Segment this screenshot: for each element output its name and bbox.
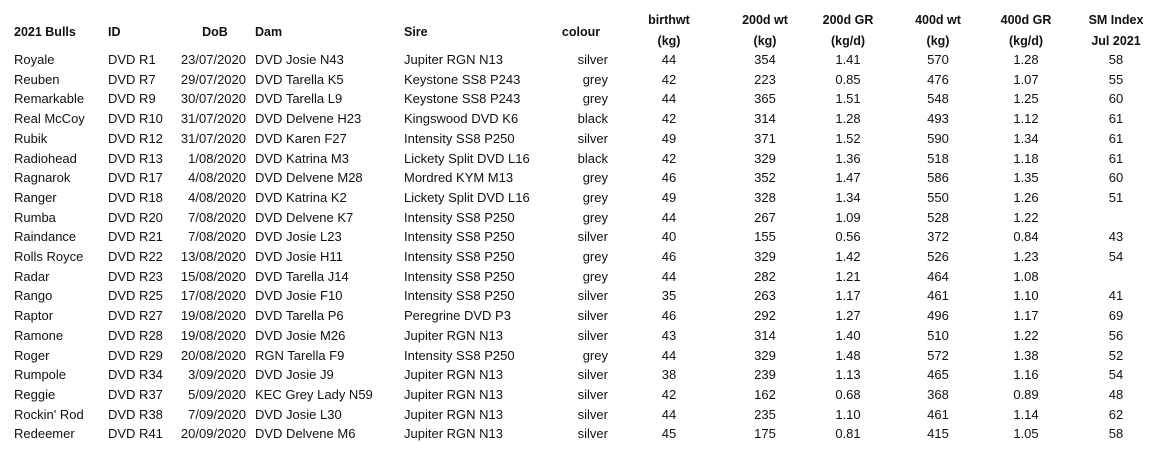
cell-dob: 15/08/2020 [180, 268, 246, 284]
table-row [0, 385, 1166, 405]
cell-gr200: 1.10 [835, 406, 861, 422]
cell-sm: 41 [1108, 288, 1124, 304]
cell-sire: Lickety Split DVD L16 [404, 189, 530, 205]
cell-sm: 60 [1108, 91, 1124, 107]
cell-dob: 31/07/2020 [180, 130, 246, 146]
cell-gr200: 1.17 [835, 288, 861, 304]
cell-name: Redeemer [14, 426, 75, 442]
cell-wt200: 371 [754, 130, 776, 146]
cell-wt200: 239 [754, 367, 776, 383]
cell-id: DVD R41 [108, 426, 163, 442]
cell-colour: grey [582, 249, 608, 264]
header-colour: colour [561, 25, 601, 39]
cell-id: DVD R28 [108, 327, 163, 343]
table-row [0, 89, 1166, 109]
cell-dam: DVD Delvene K7 [255, 209, 354, 225]
cell-wt400: 496 [927, 308, 949, 324]
cell-gr400: 1.34 [1013, 130, 1039, 146]
cell-gr200: 1.41 [835, 52, 861, 67]
cell-dam: DVD Josie L30 [255, 406, 342, 422]
cell-name: Rango [14, 288, 53, 304]
cell-wt400: 590 [927, 130, 949, 146]
cell-sire: Intensity SS8 P250 [404, 229, 515, 245]
cell-dob: 7/09/2020 [188, 406, 246, 422]
cell-wt200: 155 [754, 229, 776, 245]
cell-dam: DVD Delvene M28 [255, 170, 363, 186]
cell-wt200: 314 [754, 327, 776, 343]
cell-sire: Intensity SS8 P250 [404, 209, 515, 225]
cell-name: Rumpole [14, 367, 67, 383]
cell-dob: 19/08/2020 [180, 327, 246, 343]
cell-gr200: 1.28 [835, 111, 861, 127]
cell-birthwt: 42 [661, 71, 677, 87]
cell-wt400: 368 [927, 386, 949, 402]
cell-wt400: 465 [927, 367, 949, 383]
cell-gr200: 0.85 [835, 71, 861, 87]
cell-wt200: 175 [754, 426, 776, 442]
cell-dam: DVD Josie N43 [255, 52, 344, 67]
cell-wt200: 354 [754, 52, 776, 67]
cell-gr200: 1.27 [835, 308, 861, 324]
cell-dob: 7/08/2020 [188, 229, 246, 245]
cell-id: DVD R18 [108, 189, 163, 205]
cell-wt200: 235 [754, 406, 776, 422]
header-id: ID [108, 25, 121, 39]
cell-wt400: 493 [927, 111, 949, 127]
cell-wt400: 461 [927, 288, 949, 304]
header-sm-index: SM Index [1088, 13, 1144, 27]
cell-birthwt: 44 [661, 268, 677, 284]
header-200d-gr-unit: (kg/d) [830, 34, 866, 48]
cell-wt400: 518 [927, 150, 949, 166]
cell-gr200: 1.51 [835, 91, 861, 107]
table-row [0, 424, 1166, 444]
cell-wt400: 528 [927, 209, 949, 225]
header-dam: Dam [255, 25, 283, 39]
header-name: 2021 Bulls [14, 25, 76, 39]
cell-wt400: 461 [927, 406, 949, 422]
cell-colour: grey [582, 170, 608, 186]
cell-gr400: 1.25 [1013, 91, 1039, 107]
cell-dob: 31/07/2020 [180, 111, 246, 127]
cell-dam: DVD Tarella P6 [255, 308, 344, 324]
cell-name: Radiohead [14, 150, 77, 166]
cell-dam: KEC Grey Lady N59 [255, 386, 373, 402]
cell-dam: DVD Karen F27 [255, 130, 347, 146]
cell-wt400: 415 [927, 426, 949, 442]
cell-sire: Mordred KYM M13 [404, 170, 514, 186]
cell-gr400: 1.22 [1013, 209, 1039, 225]
cell-id: DVD R34 [108, 367, 163, 383]
cell-sire: Keystone SS8 P243 [404, 71, 521, 87]
cell-sire: Jupiter RGN N13 [404, 327, 503, 343]
cell-sire: Jupiter RGN N13 [404, 52, 503, 67]
cell-name: Rockin' Rod [14, 406, 84, 422]
cell-sire: Peregrine DVD P3 [404, 308, 511, 324]
cell-wt400: 476 [927, 71, 949, 87]
cell-colour: silver [577, 52, 608, 67]
cell-gr200: 0.56 [835, 229, 861, 245]
cell-birthwt: 44 [661, 91, 677, 107]
table-row [0, 50, 1166, 70]
cell-name: Ramone [14, 327, 64, 343]
cell-dob: 20/08/2020 [180, 347, 246, 363]
cell-id: DVD R9 [108, 91, 156, 107]
cell-wt400: 570 [927, 52, 949, 67]
cell-sire: Intensity SS8 P250 [404, 130, 515, 146]
cell-birthwt: 40 [661, 229, 677, 245]
cell-gr400: 1.22 [1013, 327, 1039, 343]
cell-colour: grey [582, 91, 608, 107]
cell-birthwt: 42 [661, 111, 677, 127]
table-row [0, 188, 1166, 208]
cell-gr400: 1.08 [1013, 268, 1039, 284]
cell-gr200: 1.52 [835, 130, 861, 146]
table-row [0, 267, 1166, 287]
cell-sm: 58 [1108, 52, 1124, 67]
header-200d-wt: 200d wt [742, 13, 788, 27]
header-400d-wt: 400d wt [915, 13, 961, 27]
header-birthwt: birthwt [648, 13, 690, 27]
cell-gr200: 1.42 [835, 249, 861, 264]
cell-colour: black [577, 150, 608, 166]
header-200d-gr: 200d GR [822, 13, 874, 27]
cell-gr400: 1.35 [1013, 170, 1039, 186]
cell-wt200: 329 [754, 347, 776, 363]
cell-wt200: 365 [754, 91, 776, 107]
cell-name: Rolls Royce [14, 249, 84, 264]
cell-birthwt: 44 [661, 347, 677, 363]
cell-dob: 23/07/2020 [180, 52, 246, 67]
cell-gr400: 1.16 [1013, 367, 1039, 383]
cell-gr400: 1.05 [1013, 426, 1039, 442]
cell-dam: DVD Tarella J14 [255, 268, 349, 284]
cell-dob: 30/07/2020 [180, 91, 246, 107]
cell-sm: 55 [1108, 71, 1124, 87]
cell-dob: 3/09/2020 [188, 367, 246, 383]
cell-wt400: 572 [927, 347, 949, 363]
cell-sm: 58 [1108, 426, 1124, 442]
cell-name: Rumba [14, 209, 56, 225]
cell-gr400: 1.12 [1013, 111, 1039, 127]
cell-sm: 54 [1108, 367, 1124, 383]
cell-sm: 51 [1108, 189, 1124, 205]
table-row [0, 346, 1166, 366]
cell-gr400: 1.14 [1013, 406, 1039, 422]
cell-colour: silver [577, 367, 608, 383]
cell-id: DVD R12 [108, 130, 163, 146]
cell-birthwt: 44 [661, 406, 677, 422]
cell-gr400: 1.38 [1013, 347, 1039, 363]
cell-gr200: 0.81 [835, 426, 861, 442]
cell-id: DVD R29 [108, 347, 163, 363]
cell-dam: DVD Josie L23 [255, 229, 342, 245]
cell-dam: DVD Josie F10 [255, 288, 343, 304]
cell-name: Reggie [14, 386, 56, 402]
cell-sire: Lickety Split DVD L16 [404, 150, 530, 166]
cell-sm: 61 [1108, 111, 1124, 127]
cell-colour: silver [577, 130, 608, 146]
cell-gr200: 1.21 [835, 268, 861, 284]
header-400d-gr-unit: (kg/d) [1008, 34, 1044, 48]
cell-dob: 20/09/2020 [180, 426, 246, 442]
cell-id: DVD R1 [108, 52, 156, 67]
cell-birthwt: 44 [661, 52, 677, 67]
cell-gr400: 1.18 [1013, 150, 1039, 166]
cell-name: Ragnarok [14, 170, 71, 186]
cell-birthwt: 46 [661, 170, 677, 186]
cell-name: Real McCoy [14, 111, 85, 127]
cell-name: Remarkable [14, 91, 85, 107]
cell-gr400: 0.89 [1013, 386, 1039, 402]
cell-birthwt: 45 [661, 426, 677, 442]
cell-colour: grey [582, 268, 608, 284]
header-400d-gr: 400d GR [1000, 13, 1052, 27]
cell-dam: DVD Josie M26 [255, 327, 346, 343]
cell-sm: 69 [1108, 308, 1124, 324]
cell-wt200: 314 [754, 111, 776, 127]
table-row [0, 70, 1166, 90]
cell-wt400: 526 [927, 249, 949, 264]
table-row [0, 306, 1166, 326]
cell-wt400: 372 [927, 229, 949, 245]
cell-name: Roger [14, 347, 50, 363]
table-row [0, 365, 1166, 385]
cell-colour: silver [577, 229, 608, 245]
cell-dam: RGN Tarella F9 [255, 347, 345, 363]
cell-id: DVD R27 [108, 308, 163, 324]
cell-wt200: 282 [754, 268, 776, 284]
cell-sm: 61 [1108, 130, 1124, 146]
cell-name: Reuben [14, 71, 60, 87]
cell-sm: 61 [1108, 150, 1124, 166]
cell-sm: 62 [1108, 406, 1124, 422]
cell-dob: 19/08/2020 [180, 308, 246, 324]
cell-id: DVD R7 [108, 71, 156, 87]
cell-sm: 52 [1108, 347, 1124, 363]
cell-gr400: 1.07 [1013, 71, 1039, 87]
cell-id: DVD R25 [108, 288, 163, 304]
table-row [0, 227, 1166, 247]
cell-dam: DVD Tarella K5 [255, 71, 344, 87]
table-row [0, 109, 1166, 129]
cell-birthwt: 46 [661, 308, 677, 324]
cell-dob: 1/08/2020 [188, 150, 246, 166]
cell-gr200: 1.34 [835, 189, 861, 205]
cell-sire: Keystone SS8 P243 [404, 91, 521, 107]
cell-colour: silver [577, 327, 608, 343]
cell-gr400: 0.84 [1013, 229, 1039, 245]
cell-colour: black [577, 111, 608, 127]
cell-id: DVD R22 [108, 249, 163, 264]
cell-wt400: 510 [927, 327, 949, 343]
cell-colour: silver [577, 426, 608, 442]
cell-id: DVD R17 [108, 170, 163, 186]
header-sm-index-date: Jul 2021 [1091, 34, 1141, 48]
cell-sire: Intensity SS8 P250 [404, 268, 515, 284]
cell-wt200: 267 [754, 209, 776, 225]
cell-name: Royale [14, 52, 55, 67]
cell-name: Raptor [14, 308, 54, 324]
cell-dob: 17/08/2020 [180, 288, 246, 304]
cell-colour: silver [577, 288, 608, 304]
cell-colour: silver [577, 386, 608, 402]
cell-dam: DVD Josie H11 [255, 249, 343, 264]
cell-sire: Jupiter RGN N13 [404, 426, 503, 442]
header-birthwt-unit: (kg) [657, 34, 681, 48]
cell-gr200: 1.36 [835, 150, 861, 166]
cell-sm: 60 [1108, 170, 1124, 186]
header-400d-wt-unit: (kg) [926, 34, 950, 48]
cell-dob: 4/08/2020 [188, 170, 246, 186]
cell-wt200: 162 [754, 386, 776, 402]
cell-wt400: 464 [927, 268, 949, 284]
cell-gr200: 1.40 [835, 327, 861, 343]
table-row [0, 149, 1166, 169]
cell-dam: DVD Tarella L9 [255, 91, 343, 107]
cell-wt200: 329 [754, 249, 776, 264]
cell-gr400: 1.10 [1013, 288, 1039, 304]
table-row [0, 168, 1166, 188]
cell-gr200: 1.47 [835, 170, 861, 186]
cell-dob: 7/08/2020 [188, 209, 246, 225]
table-row [0, 326, 1166, 346]
cell-wt200: 263 [754, 288, 776, 304]
table-row [0, 405, 1166, 425]
cell-wt200: 328 [754, 189, 776, 205]
cell-birthwt: 46 [661, 249, 677, 264]
cell-dam: DVD Katrina M3 [255, 150, 349, 166]
cell-birthwt: 43 [661, 327, 677, 343]
cell-id: DVD R23 [108, 268, 163, 284]
cell-gr200: 1.13 [835, 367, 861, 383]
cell-name: Rubik [14, 130, 48, 146]
cell-dob: 29/07/2020 [180, 71, 246, 87]
cell-name: Ranger [14, 189, 57, 205]
cell-dob: 5/09/2020 [188, 386, 246, 402]
cell-gr400: 1.28 [1013, 52, 1039, 67]
cell-sire: Jupiter RGN N13 [404, 386, 503, 402]
cell-id: DVD R21 [108, 229, 163, 245]
cell-gr200: 0.68 [835, 386, 861, 402]
cell-name: Radar [14, 268, 50, 284]
cell-dam: DVD Delvene M6 [255, 426, 356, 442]
cell-dam: DVD Josie J9 [255, 367, 334, 383]
cell-wt200: 292 [754, 308, 776, 324]
cell-wt200: 352 [754, 170, 776, 186]
cell-birthwt: 35 [661, 288, 677, 304]
cell-sire: Intensity SS8 P250 [404, 249, 515, 264]
cell-birthwt: 49 [661, 189, 677, 205]
cell-sire: Intensity SS8 P250 [404, 347, 515, 363]
cell-dam: DVD Katrina K2 [255, 189, 347, 205]
cell-gr400: 1.17 [1013, 308, 1039, 324]
cell-sire: Kingswood DVD K6 [404, 111, 519, 127]
table-row [0, 286, 1166, 306]
cell-wt200: 223 [754, 71, 776, 87]
cell-sire: Jupiter RGN N13 [404, 406, 503, 422]
cell-sire: Intensity SS8 P250 [404, 288, 515, 304]
cell-colour: grey [582, 347, 608, 363]
cell-birthwt: 38 [661, 367, 677, 383]
cell-sm: 54 [1108, 249, 1124, 264]
cell-sm: 43 [1108, 229, 1124, 245]
header-200d-wt-unit: (kg) [753, 34, 777, 48]
cell-colour: grey [582, 71, 608, 87]
cell-wt400: 586 [927, 170, 949, 186]
header-sire: Sire [404, 25, 428, 39]
cell-id: DVD R37 [108, 386, 163, 402]
cell-id: DVD R20 [108, 209, 163, 225]
cell-dam: DVD Delvene H23 [255, 111, 362, 127]
cell-birthwt: 42 [661, 150, 677, 166]
cell-gr400: 1.23 [1013, 249, 1039, 264]
cell-dob: 4/08/2020 [188, 189, 246, 205]
cell-colour: grey [582, 209, 608, 225]
cell-wt200: 329 [754, 150, 776, 166]
cell-id: DVD R10 [108, 111, 163, 127]
cell-sm: 56 [1108, 327, 1124, 343]
cell-gr200: 1.09 [835, 209, 861, 225]
cell-id: DVD R38 [108, 406, 163, 422]
cell-id: DVD R13 [108, 150, 163, 166]
cell-sm: 48 [1108, 386, 1124, 402]
cell-colour: grey [582, 189, 608, 205]
table-row [0, 247, 1166, 267]
cell-birthwt: 42 [661, 386, 677, 402]
cell-dob: 13/08/2020 [180, 249, 246, 264]
cell-colour: silver [577, 406, 608, 422]
cell-name: Raindance [14, 229, 77, 245]
cell-gr400: 1.26 [1013, 189, 1039, 205]
cell-wt400: 548 [927, 91, 949, 107]
table-row [0, 208, 1166, 228]
cell-wt400: 550 [927, 189, 949, 205]
cell-colour: silver [577, 308, 608, 324]
cell-sire: Jupiter RGN N13 [404, 367, 503, 383]
header-dob: DoB [202, 25, 228, 39]
cell-gr200: 1.48 [835, 347, 861, 363]
table-row [0, 129, 1166, 149]
cell-birthwt: 49 [661, 130, 677, 146]
cell-birthwt: 44 [661, 209, 677, 225]
